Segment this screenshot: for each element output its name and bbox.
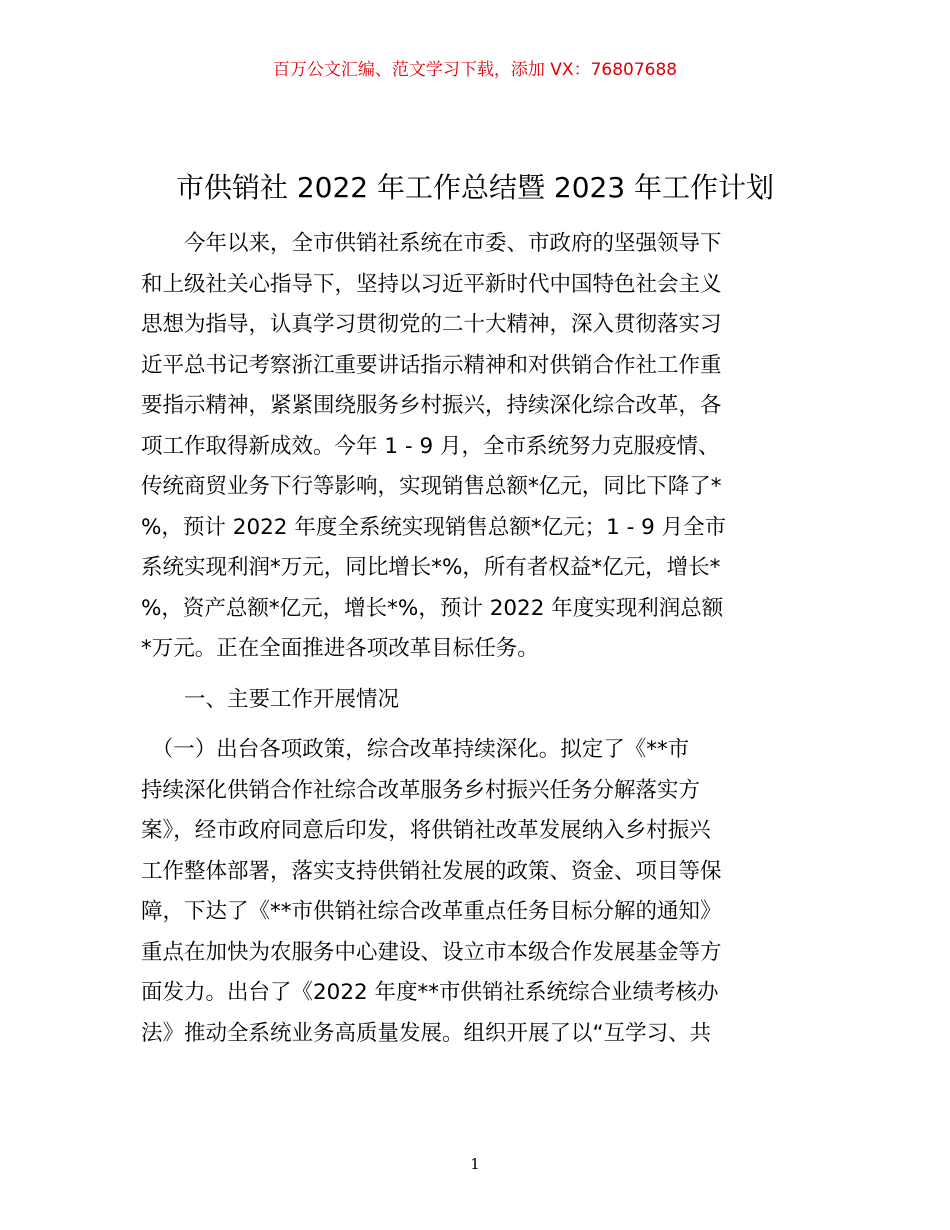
paragraph-line: *万元。正在全面推进各项改革目标任务。 <box>141 636 539 661</box>
paragraph-line: 持续深化供销合作社综合改革服务乡村振兴任务分解落实方 <box>141 777 701 803</box>
paragraph-line: 近平总书记考察浙江重要讲话指示精神和对供销合作社工作重 <box>141 352 722 378</box>
paragraph-line: 重点在加快为农服务中心建设、设立市本级合作发展基金等方 <box>141 939 722 965</box>
document-body <box>141 224 817 1054</box>
paragraph-line: 今年以来，全市供销社系统在市委、市政府的坚强领导下 <box>141 231 722 256</box>
paragraph-line: 和上级社关心指导下，坚持以习近平新时代中国特色社会主义 <box>141 271 722 297</box>
paragraph-line: 项工作取得新成效。今年 1 - 9 月，全市系统努力克服疫情、 <box>141 433 720 459</box>
paragraph-spacer <box>141 670 817 680</box>
document-title: 市供销社 2022 年工作总结暨 2023 年工作计划 <box>175 171 775 204</box>
paragraph-line: 工作整体部署，落实支持供销社发展的政策、资金、项目等保 <box>141 858 722 884</box>
paragraph-line: %，预计 2022 年度全系统实现销售总额*亿元；1 - 9 月全市 <box>141 514 727 540</box>
page-number: 1 <box>470 1155 480 1173</box>
paragraph-line: 障，下达了《**市供销社综合改革重点任务目标分解的通知》 <box>141 899 722 924</box>
paragraph-line: %，资产总额*亿元，增长*%，预计 2022 年度实现利润总额 <box>141 595 724 621</box>
paragraph-line: 案》，经市政府同意后印发，将供销社改革发展纳入乡村振兴 <box>141 818 711 843</box>
paragraph-spacer <box>141 720 817 730</box>
paragraph-line: 传统商贸业务下行等影响，实现销售总额*亿元，同比下降了* <box>141 474 722 499</box>
paragraph-line: 面发力。出台了《2022 年度**市供销社系统综合业绩考核办 <box>141 980 719 1005</box>
section-heading: 一、主要工作开展情况 <box>141 686 400 712</box>
paragraph-line: 要指示精神，紧紧围绕服务乡村振兴，持续深化综合改革，各 <box>141 393 722 418</box>
paragraph-line: 系统实现利润*万元，同比增长*%，所有者权益*亿元，增长* <box>141 555 721 580</box>
paragraph-line: 思想为指导，认真学习贯彻党的二十大精神，深入贯彻落实习 <box>141 312 722 337</box>
paragraph-line: （一）出台各项政策，综合改革持续深化。拟定了《**市 <box>141 737 690 762</box>
paragraph-line: 法》推动全系统业务高质量发展。组织开展了以“互学习、共 <box>141 1020 712 1046</box>
header-banner: 百万公文汇编、范文学习下载，添加 VX：76807688 <box>272 60 678 80</box>
